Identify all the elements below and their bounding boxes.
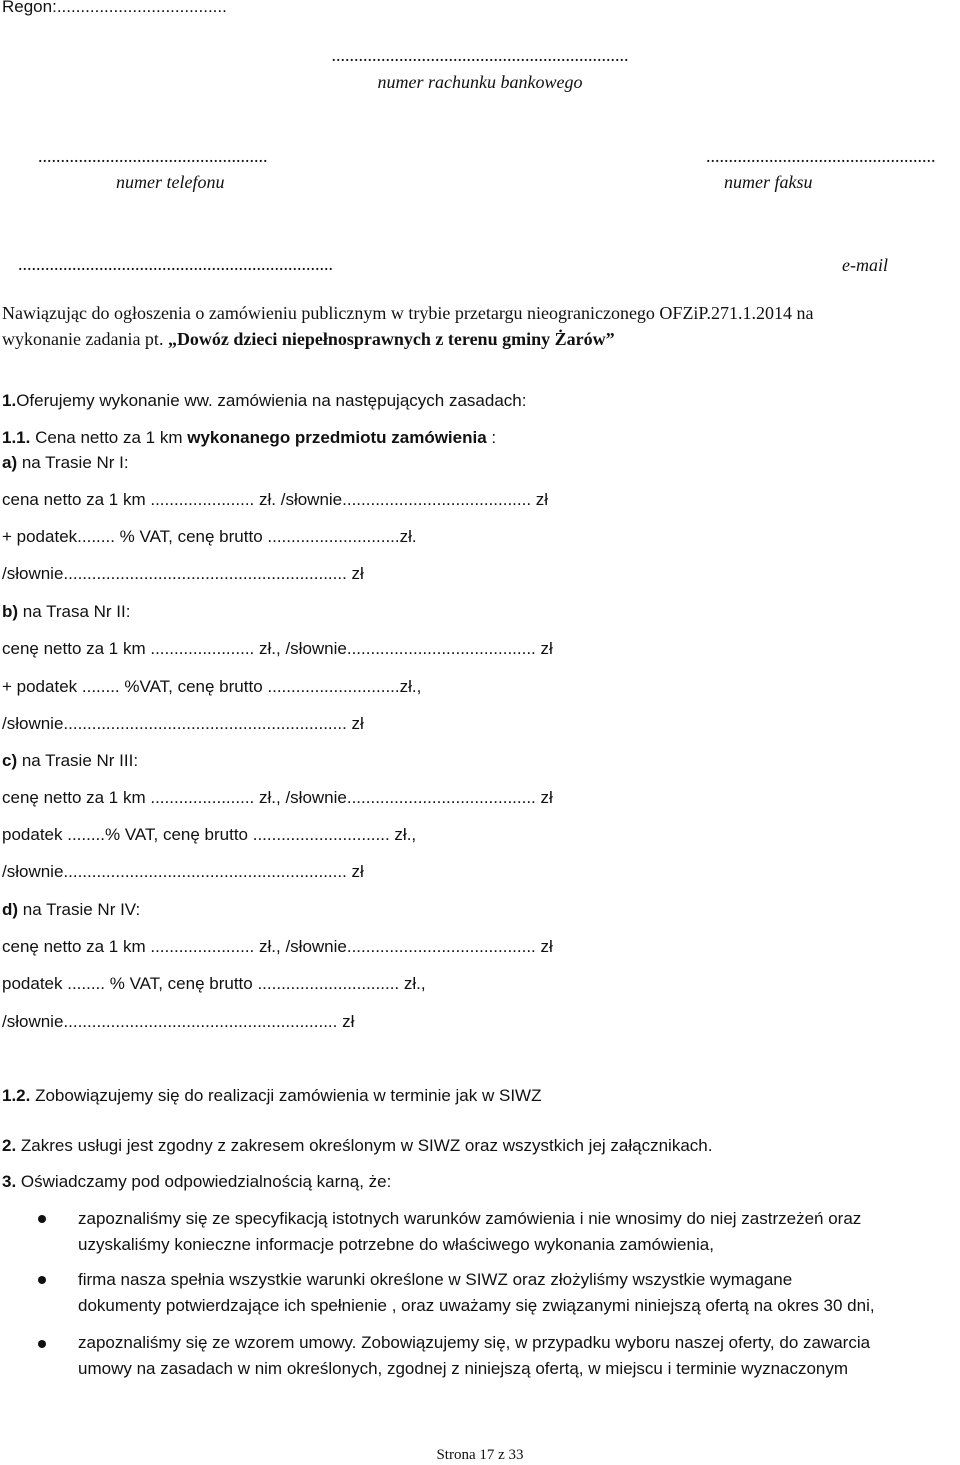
- section-1-heading: [2, 391, 526, 411]
- section-1-1-end: :: [486, 428, 497, 447]
- fax-dots: ...................................................: [706, 146, 936, 166]
- route-c-heading: [2, 751, 138, 771]
- route-c-title: na Trasie Nr III:: [17, 751, 139, 770]
- route-c-podatek: podatek ........% VAT, cenę brutto ............................. zł.,: [2, 825, 417, 844]
- route-a-podatek: + podatek........ % VAT, cenę brutto ............................zł.: [2, 527, 417, 546]
- route-d-title: na Trasie Nr IV:: [18, 900, 141, 919]
- section-1-2-text: Zobowiązujemy się do realizacji zamówienia w terminie jak w SIWZ: [30, 1086, 542, 1105]
- section-1-2-number: 1.2.: [2, 1086, 31, 1105]
- bullet-1-line-1: zapoznaliśmy się ze specyfikacją istotnych warunków zamówienia i nie wnosimy do niej zastrzeżeń oraz: [78, 1209, 862, 1228]
- bullet-3-line-1: zapoznaliśmy się ze wzorem umowy. Zobowiązujemy się, w przypadku wyboru naszej oferty, do zawarcia: [78, 1333, 871, 1352]
- route-b-netto: cenę netto za 1 km ...................... zł., /słownie........................................ zł: [2, 639, 553, 658]
- route-c-netto: cenę netto za 1 km ...................... zł., /słownie........................................ zł: [2, 788, 553, 807]
- section-1-text: Oferujemy wykonanie ww. zamówienia na następujących zasadach:: [16, 391, 527, 410]
- intro-line-2: [2, 329, 615, 349]
- phone-label: numer telefonu: [116, 172, 225, 192]
- route-d-slownie: /słownie.......................................................... zł: [2, 1012, 355, 1031]
- route-b-heading: [2, 602, 130, 622]
- page-number: Strona 17 z 33: [436, 1447, 524, 1463]
- section-3: [2, 1172, 391, 1192]
- route-b-slownie: /słownie............................................................ zł: [2, 714, 364, 733]
- route-a-letter: a): [2, 453, 18, 472]
- intro-line-1: Nawiązując do ogłoszenia o zamówieniu publicznym w trybie przetargu nieograniczonego OFZiP.271.1.2014 na: [2, 303, 814, 323]
- bullet-2-icon: [38, 1276, 46, 1284]
- section-3-text: Oświadczamy pod odpowiedzialnością karną, że:: [16, 1172, 392, 1191]
- route-c-letter: c): [2, 751, 18, 770]
- account-number-dots: ..................................................................: [331, 45, 629, 65]
- email-label: e-mail: [842, 255, 888, 275]
- phone-dots: ...................................................: [38, 146, 268, 166]
- section-2: [2, 1136, 712, 1156]
- section-1-2: [2, 1086, 541, 1106]
- route-d-heading: [2, 900, 140, 920]
- fax-label: numer faksu: [724, 172, 813, 192]
- route-a-heading: [2, 453, 129, 473]
- section-3-number: 3.: [2, 1172, 17, 1191]
- route-b-podatek: + podatek ........ %VAT, cenę brutto ............................zł.,: [2, 677, 422, 696]
- regon-field: Regon:....................................: [2, 0, 227, 16]
- route-b-title: na Trasa Nr II:: [18, 602, 131, 621]
- intro-line-2-prefix: wykonanie zadania pt.: [2, 329, 168, 349]
- route-b-letter: b): [2, 602, 19, 621]
- bullet-3-icon: [38, 1340, 46, 1348]
- section-1-1-bold: wykonanego przedmiotu zamówienia: [187, 428, 487, 447]
- bullet-1-icon: [38, 1215, 46, 1223]
- email-dots: ......................................................................: [18, 254, 333, 274]
- section-2-text: Zakres usługi jest zgodny z zakresem określonym w SIWZ oraz wszystkich jej załącznikach.: [16, 1136, 713, 1155]
- route-c-slownie: /słownie............................................................ zł: [2, 862, 364, 881]
- section-1-number: 1.: [2, 391, 17, 410]
- bullet-2-line-2: dokumenty potwierdzające ich spełnienie , oraz uważamy się związanymi niniejszą ofertą na okres 30 dni,: [78, 1296, 875, 1315]
- section-1-1-number: 1.1.: [2, 428, 31, 447]
- section-1-1-heading: [2, 428, 496, 448]
- route-d-podatek: podatek ........ % VAT, cenę brutto .............................. zł.,: [2, 974, 426, 993]
- route-a-title: na Trasie Nr I:: [17, 453, 129, 472]
- route-d-netto: cenę netto za 1 km ...................... zł., /słownie........................................ zł: [2, 937, 553, 956]
- task-title: „Dowóz dzieci niepełnosprawnych z terenu gminy Żarów”: [167, 329, 615, 349]
- route-a-netto: cena netto za 1 km ...................... zł. /słownie........................................ zł: [2, 490, 549, 509]
- section-2-number: 2.: [2, 1136, 17, 1155]
- route-d-letter: d): [2, 900, 19, 919]
- bullet-1-line-2: uzyskaliśmy konieczne informacje potrzebne do właściwego wykonania zamówienia,: [78, 1235, 714, 1254]
- section-1-1-text: Cena netto za 1 km: [30, 428, 188, 447]
- route-a-slownie: /słownie............................................................ zł: [2, 564, 364, 583]
- bullet-3-line-2: umowy na zasadach w nim określonych, zgodnej z niniejszą ofertą, w miejscu i terminie wyznaczonym: [78, 1359, 849, 1378]
- account-number-label: numer rachunku bankowego: [377, 72, 583, 92]
- bullet-2-line-1: firma nasza spełnia wszystkie warunki określone w SIWZ oraz złożyliśmy wszystkie wymagane: [78, 1270, 793, 1289]
